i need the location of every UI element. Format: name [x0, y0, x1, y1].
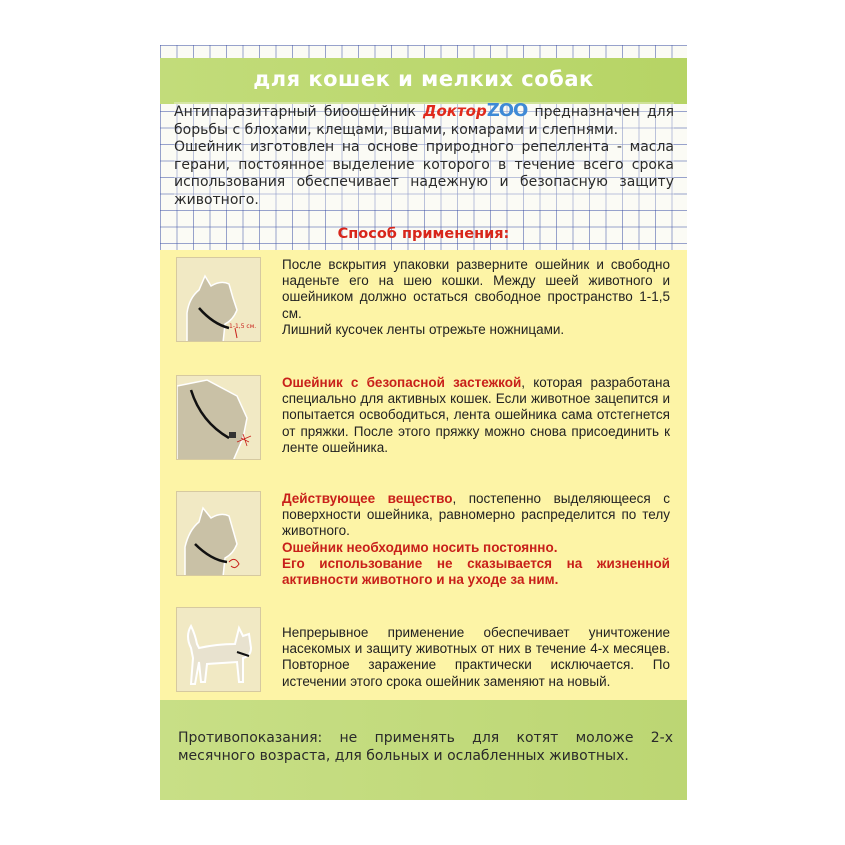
step-1-paragraph-2: Лишний кусочек ленты отрежьте ножницами.	[282, 321, 565, 337]
step-1-text	[282, 257, 670, 338]
step-1-paragraph: После вскрытия упаковки разверните ошейник и свободно наденьте его на шею кошки. Между шеей животного и ошейником должно остаться свободное пространство 1-1,5 см.	[282, 257, 670, 321]
intro-text	[174, 102, 674, 210]
step-2-paragraph	[282, 375, 670, 456]
step-4-text	[282, 625, 670, 690]
intro-line1-end: предназначен для борьбы с блохами, клещами, вшами, комарами и слепнями.	[174, 104, 675, 138]
step-3-image	[176, 491, 261, 576]
contraindications-text: Противопоказания: не применять для котят моложе 2-х месячного возраста, для больных и ослабленных животных.	[178, 730, 673, 764]
title-band	[160, 58, 687, 104]
step-1	[176, 257, 672, 352]
step-3-warning-1: Ошейник необходимо носить постоянно.	[282, 539, 558, 555]
intro-paragraph-2: Ошейник изготовлен на основе природного репеллента - масла герани, постоянное выделение которого в течение всего срока использования обеспечивает надежную и безопасную защиту животного.	[174, 139, 674, 208]
instruction-card	[160, 45, 687, 800]
step-2-image	[176, 375, 261, 460]
step-3-body: , постепенно выделяющееся с поверхности ошейника, равномерно распределится по телу животного.	[282, 491, 670, 539]
step-3-highlight: Действующее вещество	[282, 491, 453, 506]
cat-collar-buckle-illustration	[177, 376, 261, 460]
step-4	[176, 607, 672, 702]
gap-label: 1-1,5 см.	[229, 323, 257, 330]
standing-cat-illustration	[177, 608, 261, 692]
intro-line1-start: Антипаразитарный биоошейник	[174, 104, 416, 120]
cat-neck-illustration	[177, 258, 261, 342]
step-2-text	[282, 375, 670, 456]
band-title: для кошек и мелких собак	[253, 67, 594, 91]
brand-logo	[423, 102, 527, 120]
step-3-text	[282, 491, 670, 588]
cat-active-ingredient-illustration	[177, 492, 261, 576]
logo-word-doktor: Доктор	[423, 102, 487, 120]
contraindications-panel	[160, 700, 687, 800]
step-2-body: , которая разработана специально для активных кошек. Если животное зацепится и попытается освободиться, лента ошейника сама отстегнется от пряжки. После этого пряжку можно снова присоединить к ленте ошейника.	[282, 375, 670, 455]
step-2	[176, 375, 672, 470]
step-2-highlight: Ошейник с безопасной застежкой	[282, 375, 522, 390]
step-4-image	[176, 607, 261, 692]
logo-word-zoo: ZOO	[486, 100, 528, 121]
step-1-image	[176, 257, 261, 342]
step-3-warning-2: Его использование не сказывается на жизненной активности животного и на уходе за ним.	[282, 555, 670, 588]
intro-paragraph-1	[174, 102, 674, 139]
step-3-paragraph	[282, 491, 670, 540]
method-title: Способ применения:	[337, 226, 510, 242]
step-4-paragraph: Непрерывное применение обеспечивает уничтожение насекомых и защиту животных от них в течение 4-х месяцев. Повторное заражение практически исключается. По истечении этого срока ошейник заменяют на новый.	[282, 625, 670, 689]
step-3	[176, 491, 672, 586]
